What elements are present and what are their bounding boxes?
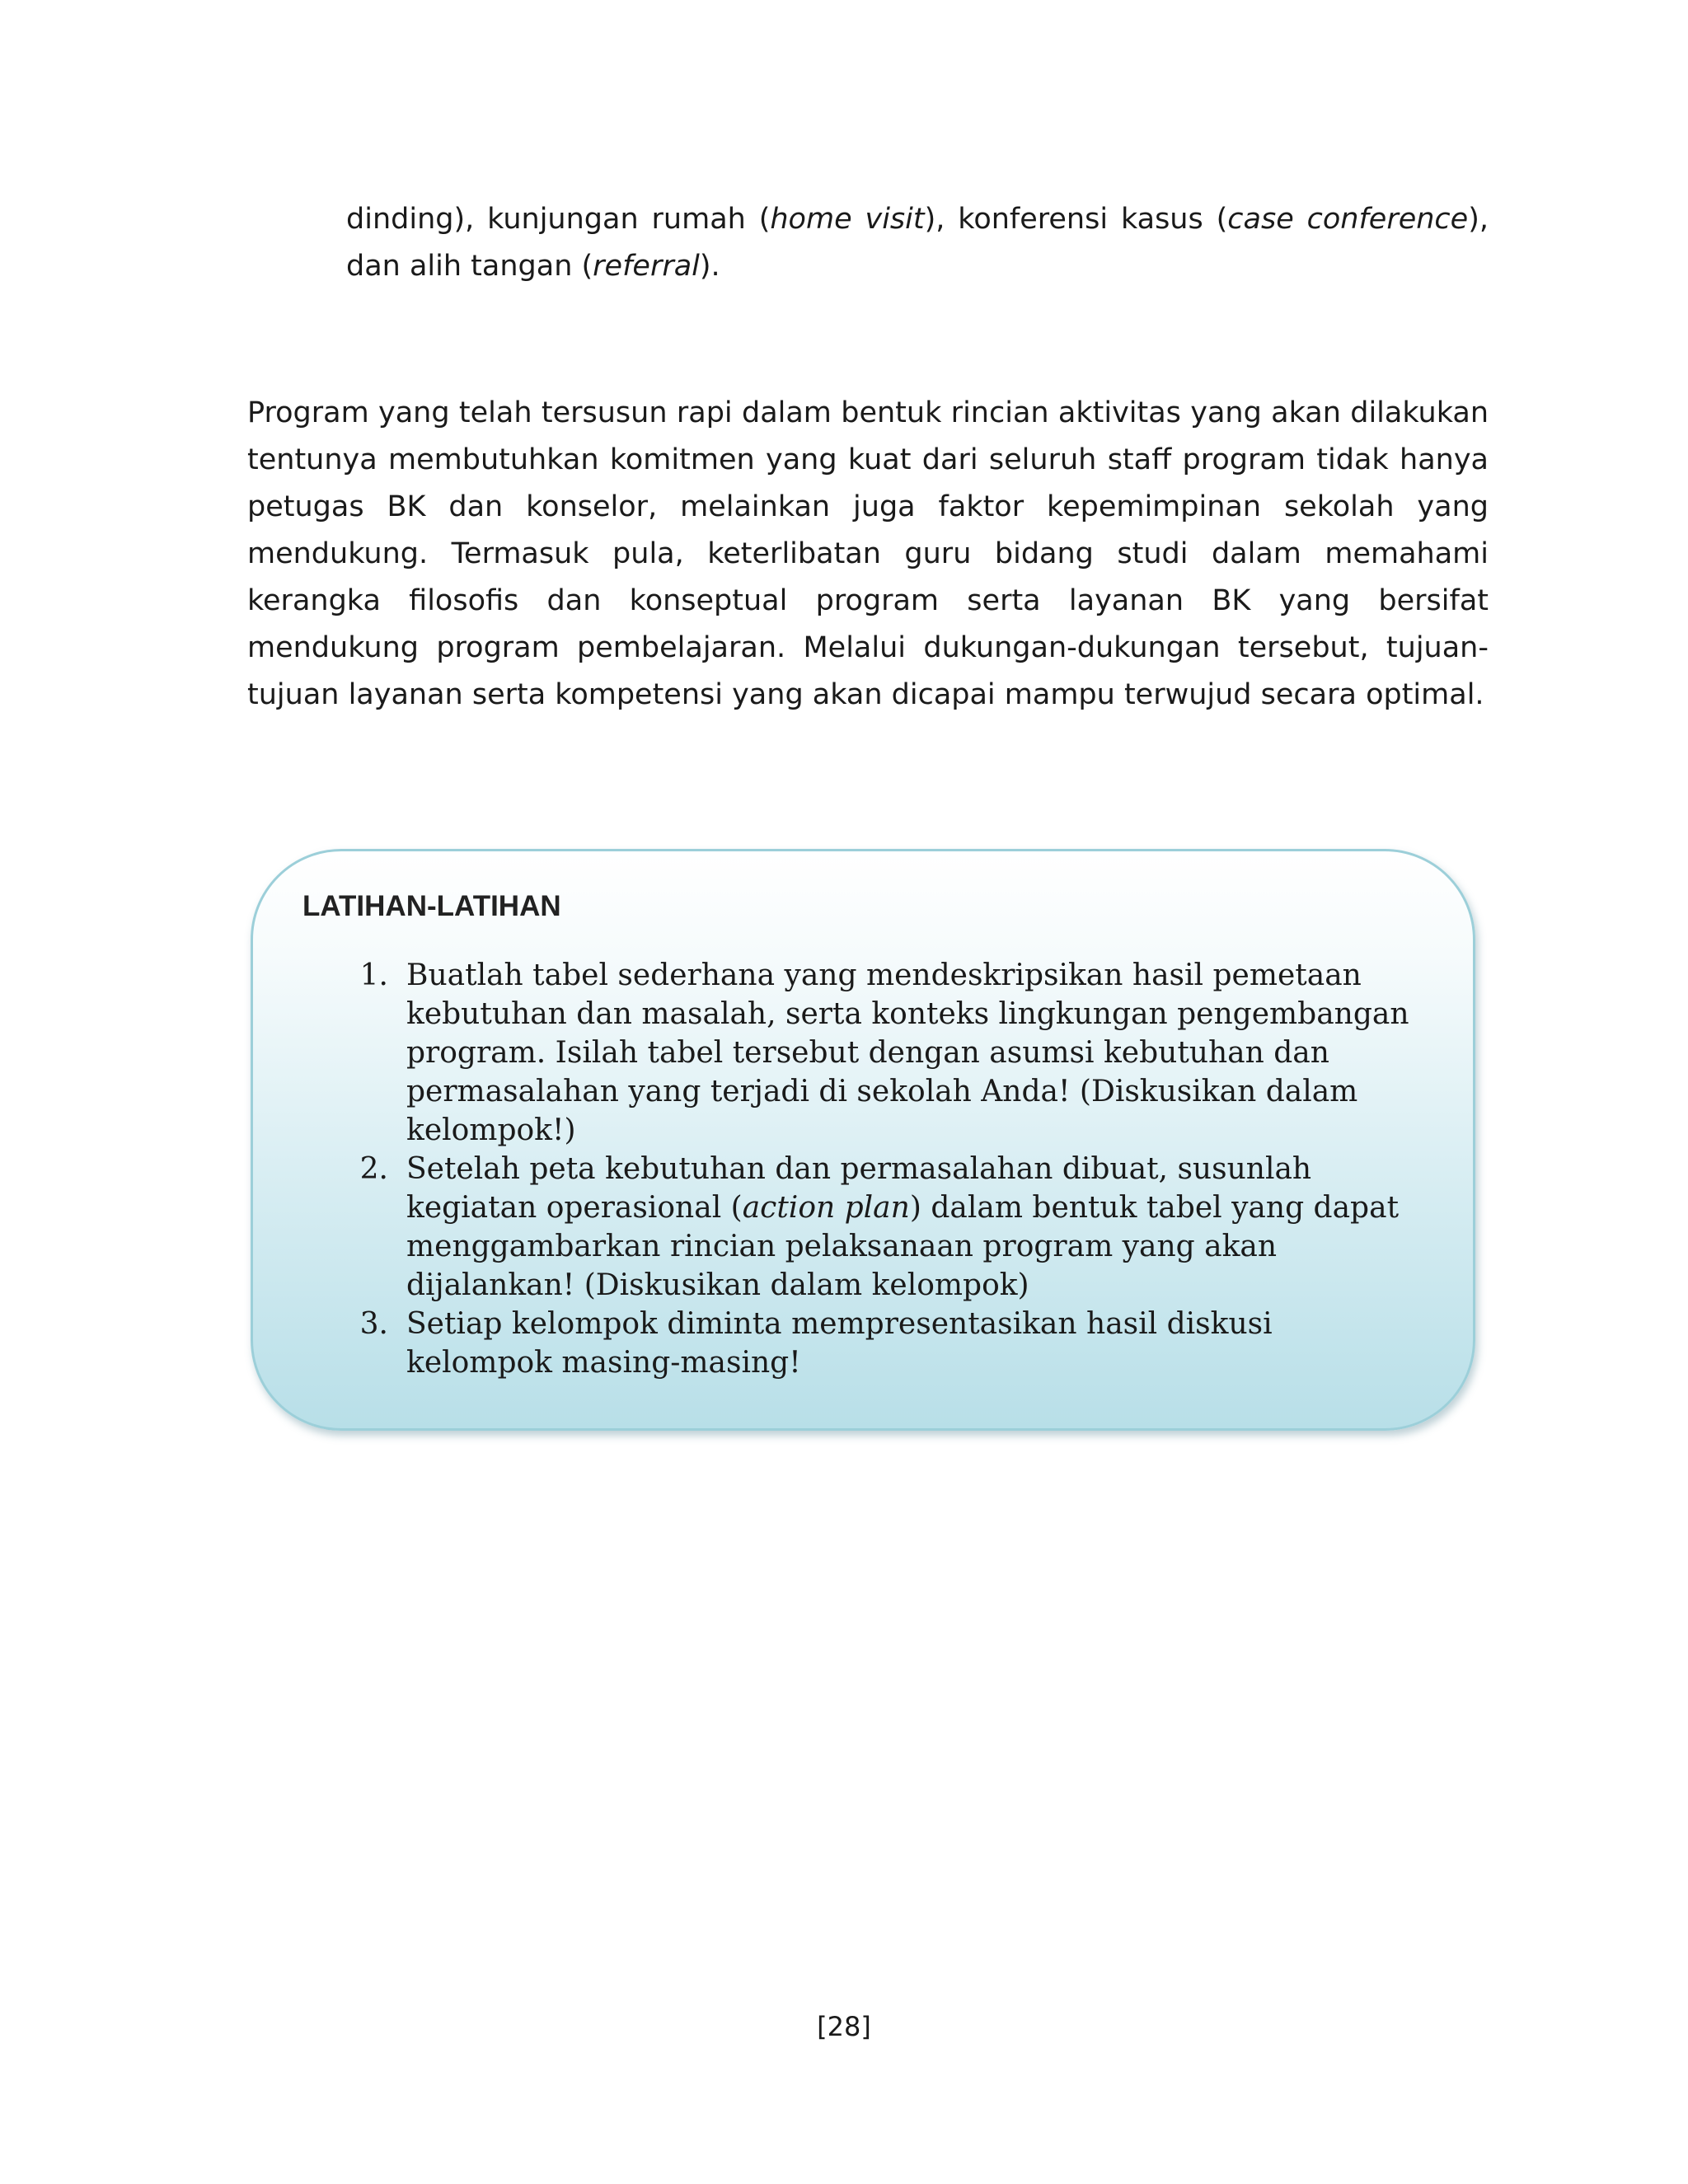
exercise-item-1 xyxy=(352,956,1423,1150)
exercise-text-part: ) dalam bentuk tabel yang dapat menggambarkan rincian pelaksanaan program yang akan dijalankan! (Diskusikan dalam kelompok) xyxy=(406,1191,1400,1302)
exercise-number: 1. xyxy=(359,958,388,992)
intro-text xyxy=(346,196,1489,290)
exercises-box xyxy=(251,849,1475,1431)
exercise-item-2 xyxy=(352,1150,1423,1305)
intro-text-part: ). xyxy=(699,250,720,283)
intro-italic-term: home visit xyxy=(770,203,925,236)
page-number: [28] xyxy=(817,2011,871,2042)
body-paragraph: Program yang telah tersusun rapi dalam bentuk rincian aktivitas yang akan dilakukan tentunya membutuhkan komitmen yang kuat dari seluruh staff program tidak hanya petugas BK dan konselor, melainkan juga faktor kepemimpinan sekolah yang mendukung. Termasuk pula, keterlibatan guru bidang studi dalam memahami kerangka filosofis dan konseptual program serta layanan BK yang bersifat mendukung program pembelajaran. Melalui dukungan-dukungan tersebut, tujuan-tujuan layanan serta kompetensi yang akan dicapai mampu terwujud secara optimal. xyxy=(247,396,1489,711)
intro-text-part: ), konferensi kasus ( xyxy=(924,203,1228,236)
exercise-item-3 xyxy=(352,1305,1423,1382)
exercises-list xyxy=(352,956,1423,1382)
intro-italic-term: referral xyxy=(593,250,700,283)
exercise-text-part: Setelah peta kebutuhan dan permasalahan dibuat, susunlah kegiatan operasional ( xyxy=(406,1152,1312,1225)
exercise-italic-term: action plan xyxy=(742,1191,910,1225)
intro-italic-term: case conference xyxy=(1227,203,1469,236)
exercise-number: 3. xyxy=(359,1307,388,1341)
exercise-text: Buatlah tabel sederhana yang mendeskripsikan hasil pemetaan kebutuhan dan masalah, serta konteks lingkungan pengembangan program. Isilah tabel tersebut dengan asumsi kebutuhan dan permasalahan yang terjadi di sekolah Anda! (Diskusikan dalam kelompok!) xyxy=(406,958,1409,1147)
exercises-title: LATIHAN-LATIHAN xyxy=(302,890,561,922)
exercise-text xyxy=(406,1150,1423,1305)
intro-text-part: dinding), kunjungan rumah ( xyxy=(346,203,771,236)
exercise-number: 2. xyxy=(359,1152,388,1186)
intro-text-part: ), dan alih tangan ( xyxy=(346,203,1489,283)
exercise-text: Setiap kelompok diminta mempresentasikan hasil diskusi kelompok masing-masing! xyxy=(406,1307,1273,1380)
